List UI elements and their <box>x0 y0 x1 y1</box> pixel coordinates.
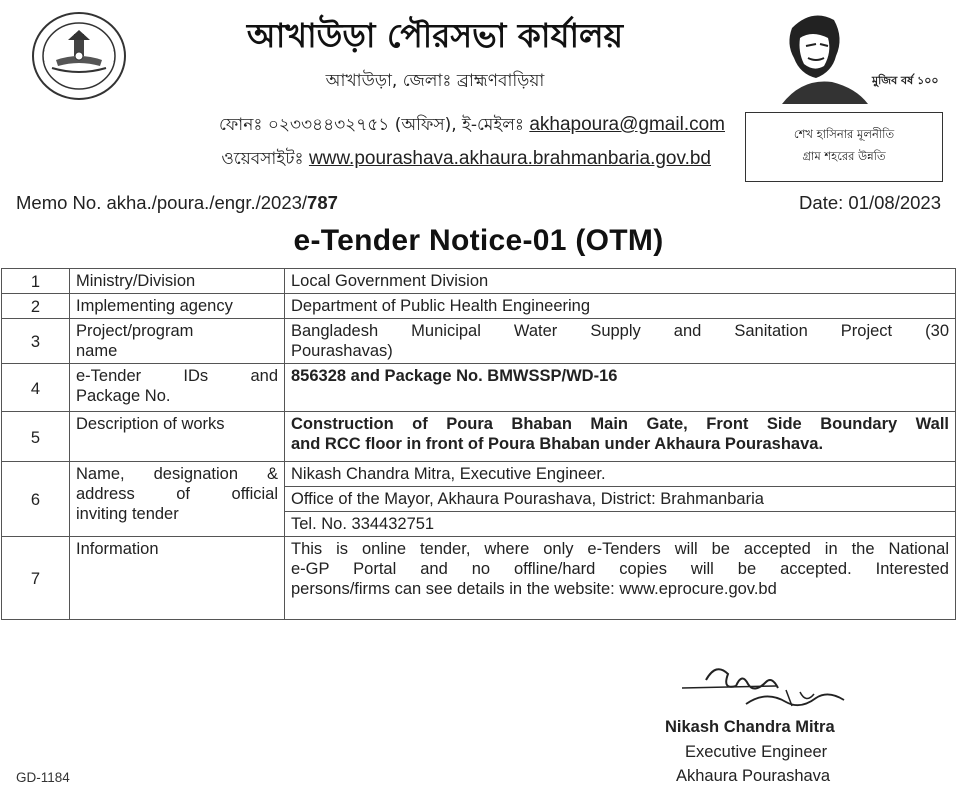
row-serial: 1 <box>2 269 70 294</box>
website-link[interactable]: www.pourashava.akhaura.brahmanbaria.gov.bd <box>308 148 711 169</box>
row-item-line: Package No. <box>76 387 171 405</box>
table-row <box>2 364 956 412</box>
row-value-line: Bangladesh Municipal Water Supply and Sanitation Project (30 <box>291 322 949 340</box>
row-value-line: and RCC floor in front of Poura Bhaban under Akhaura Pourashava. <box>291 435 824 453</box>
row-value: Nikash Chandra Mitra, Executive Engineer. <box>285 462 956 487</box>
org-title: আখাউড়া পৌরসভা কার্যালয় <box>246 16 624 55</box>
row-item-line: Project/program <box>76 322 194 340</box>
row-item-line: inviting tender <box>76 505 179 523</box>
row-value-line: Construction of Poura Bhaban Main Gate, Front Side Boundary Wall <box>291 415 949 433</box>
row-item <box>70 462 285 537</box>
mujib-borsho-logo-icon <box>772 8 939 106</box>
memo-prefix: Memo No. akha./poura./engr./2023/ <box>16 192 308 213</box>
row-serial: 3 <box>2 319 70 364</box>
table-row <box>2 412 956 462</box>
row-value <box>285 537 956 620</box>
row-serial: 2 <box>2 294 70 319</box>
row-item: Implementing agency <box>70 294 285 319</box>
handwritten-signature-icon <box>676 660 856 718</box>
website-line <box>221 146 711 174</box>
row-value: Tel. No. 334432751 <box>285 512 956 537</box>
row-value-line: This is online tender, where only e-Tenders will be accepted in the National <box>291 540 949 558</box>
row-value: Local Government Division <box>285 269 956 294</box>
gd-code: GD-1184 <box>16 770 70 785</box>
row-item: Information <box>70 537 285 620</box>
signatory-office: Akhaura Pourashava <box>676 767 831 785</box>
row-item-line: name <box>76 342 118 360</box>
signatory-designation: Executive Engineer <box>685 743 828 761</box>
slogan-line-1: শেখ হাসিনার মূলনীতি <box>793 127 895 141</box>
phone-text: ফোনঃ ০২৩৩৪৪৩২৭৫১ (অফিস), ই-মেইলঃ <box>218 115 524 135</box>
notice-title: e-Tender Notice-01 (OTM) <box>293 224 664 257</box>
row-item <box>70 364 285 412</box>
table-row <box>2 537 956 620</box>
row-value <box>285 412 956 462</box>
table-row <box>2 319 956 364</box>
memo-number <box>16 192 338 214</box>
signatory-name: Nikash Chandra Mitra <box>665 718 835 736</box>
row-value: 856328 and Package No. BMWSSP/WD-16 <box>285 364 956 412</box>
row-value: Department of Public Health Engineering <box>285 294 956 319</box>
row-item: Description of works <box>70 412 285 462</box>
row-value-line: persons/firms can see details in the website: www.eprocure.gov.bd <box>291 580 777 598</box>
row-value-line: Pourashavas) <box>291 342 393 360</box>
slogan-line-2: গ্রাম শহরের উন্নতি <box>802 149 886 163</box>
org-address: আখাউড়া, জেলাঃ ব্রাহ্মণবাড়িয়া <box>325 71 545 91</box>
slogan-box <box>745 112 943 182</box>
row-serial: 5 <box>2 412 70 462</box>
row-value <box>285 319 956 364</box>
row-value-line: e-GP Portal and no offline/hard copies will be accepted. Interested <box>291 560 949 578</box>
pourashava-seal-icon <box>30 10 128 102</box>
row-item-line: Name, designation & <box>76 465 278 483</box>
row-item: Ministry/Division <box>70 269 285 294</box>
row-item-line: address of official <box>76 485 278 503</box>
portrait-logo-text: মুজিব বর্ষ ১০০ <box>872 74 939 87</box>
row-serial: 6 <box>2 462 70 537</box>
notice-date: Date: 01/08/2023 <box>799 192 941 213</box>
email-link[interactable]: akhapoura@gmail.com <box>529 114 725 135</box>
row-item-line: e-Tender IDs and <box>76 367 278 385</box>
row-value: Office of the Mayor, Akhaura Pourashava, District: Brahmanbaria <box>285 487 956 512</box>
website-label: ওয়েবসাইটঃ <box>221 149 304 169</box>
row-item <box>70 319 285 364</box>
contact-line <box>219 112 725 140</box>
table-row <box>2 462 956 487</box>
table-row <box>2 269 956 294</box>
row-serial: 7 <box>2 537 70 620</box>
tender-details-table <box>1 268 956 620</box>
row-serial: 4 <box>2 364 70 412</box>
table-row <box>2 294 956 319</box>
memo-serial: 787 <box>307 192 338 213</box>
